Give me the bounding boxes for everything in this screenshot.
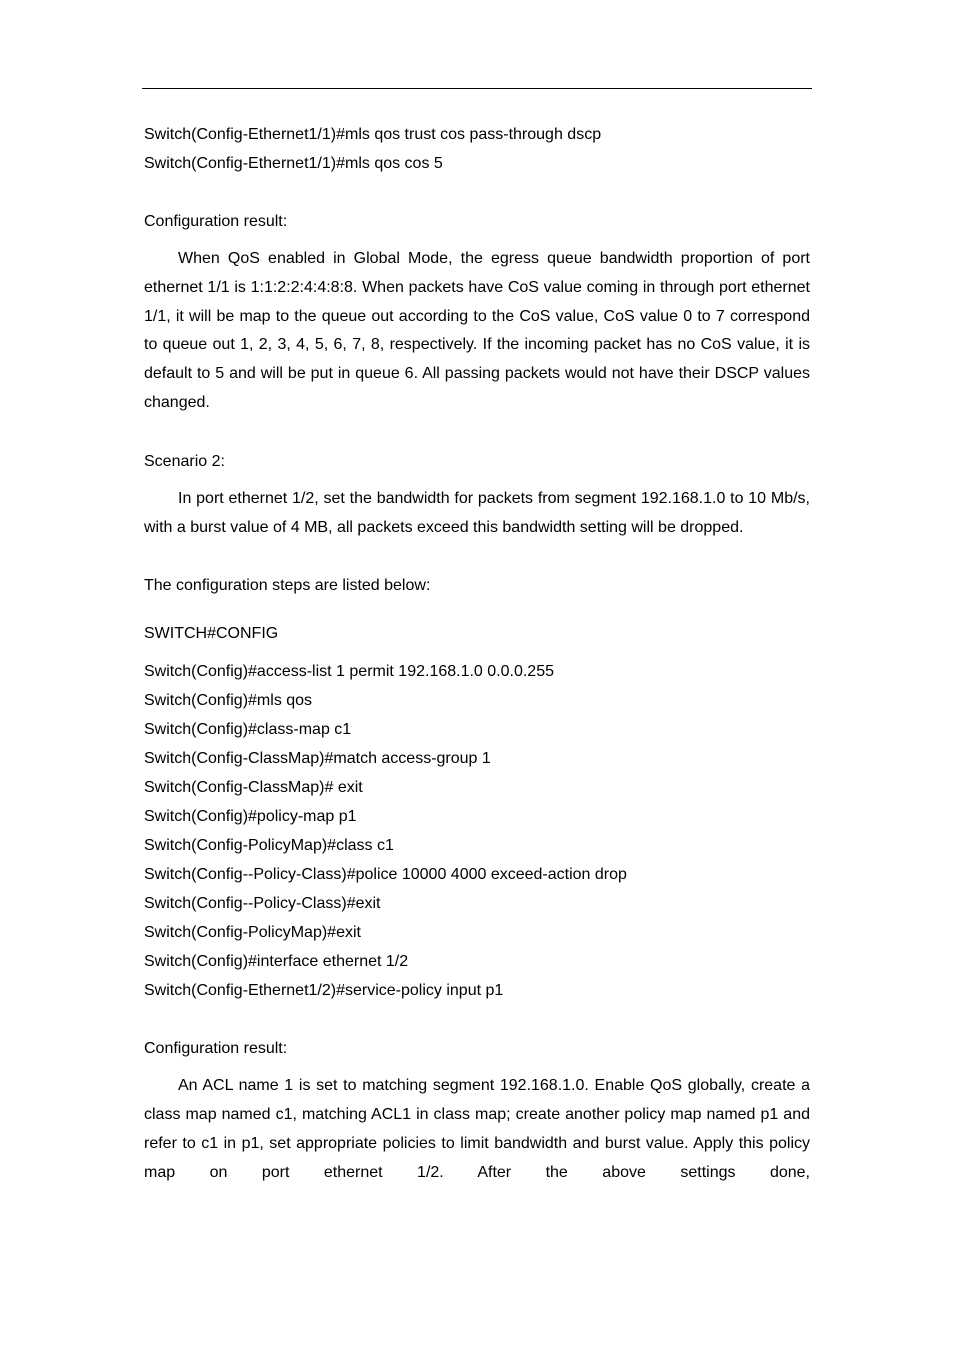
command-line: Switch(Config)#interface ethernet 1/2 [144,953,409,971]
paragraph: An ACL name 1 is set to matching segment 192.168.1.0. Enable QoS globally, create a class map named c1, matching ACL1 in class map; create another policy map named p1 and refer to c1 in p1, set appropriate policies to limit bandwidth and burst value. Apply this policy map on port ethernet 1/2. After the above settings done, [144,1077,810,1181]
command-line: Switch(Config-PolicyMap)#exit [144,924,361,942]
section-heading: Configuration result: [144,1040,288,1058]
command-line: Switch(Config)#policy-map p1 [144,808,357,826]
section-heading: Configuration result: [144,213,288,230]
command-line: Switch(Config--Policy-Class)#exit [144,895,381,913]
command-line: Switch(Config-Ethernet1/2)#service-policy input p1 [144,982,504,1000]
paragraph: When QoS enabled in Global Mode, the egress queue bandwidth proportion of port ethernet 1/1 is 1:1:2:2:4:4:8:8. When packets have CoS value coming in through port ethernet 1/1, it will be map to the queue out according to the CoS value, CoS value 0 to 7 correspond to queue out 1, 2, 3, 4, 5, 6, 7, 8, respectively. If the incoming packet has no CoS value, it is default to 5 and will be put in queue 6. All passing packets would not have their DSCP values changed. [144,250,810,411]
command-line: Switch(Config-PolicyMap)#class c1 [144,837,394,855]
command-line: Switch(Config)#mls qos [144,692,313,710]
page-content [144,120,810,1188]
command-line: Switch(Config)#class-map c1 [144,721,352,739]
command-line: Switch(Config-ClassMap)#match access-group 1 [144,750,491,768]
command-line: Switch(Config-ClassMap)# exit [144,779,363,797]
section-heading: The configuration steps are listed below: [144,577,431,595]
command-line: Switch(Config)#access-list 1 permit 192.168.1.0 0.0.0.255 [144,663,554,681]
command-line: SWITCH#CONFIG [144,625,279,643]
paragraph: In port ethernet 1/2, set the bandwidth for packets from segment 192.168.1.0 to 10 Mb/s, with a burst value of 4 MB, all packets exceed this bandwidth setting will be dropped. [144,489,810,536]
command-line: Switch(Config--Policy-Class)#police 10000 4000 exceed-action drop [144,866,627,884]
section-heading: Scenario 2: [144,452,225,470]
header-rule [142,88,812,89]
command-line: Switch(Config-Ethernet1/1)#mls qos cos 5 [144,155,443,172]
command-line: Switch(Config-Ethernet1/1)#mls qos trust cos pass-through dscp [144,126,602,143]
